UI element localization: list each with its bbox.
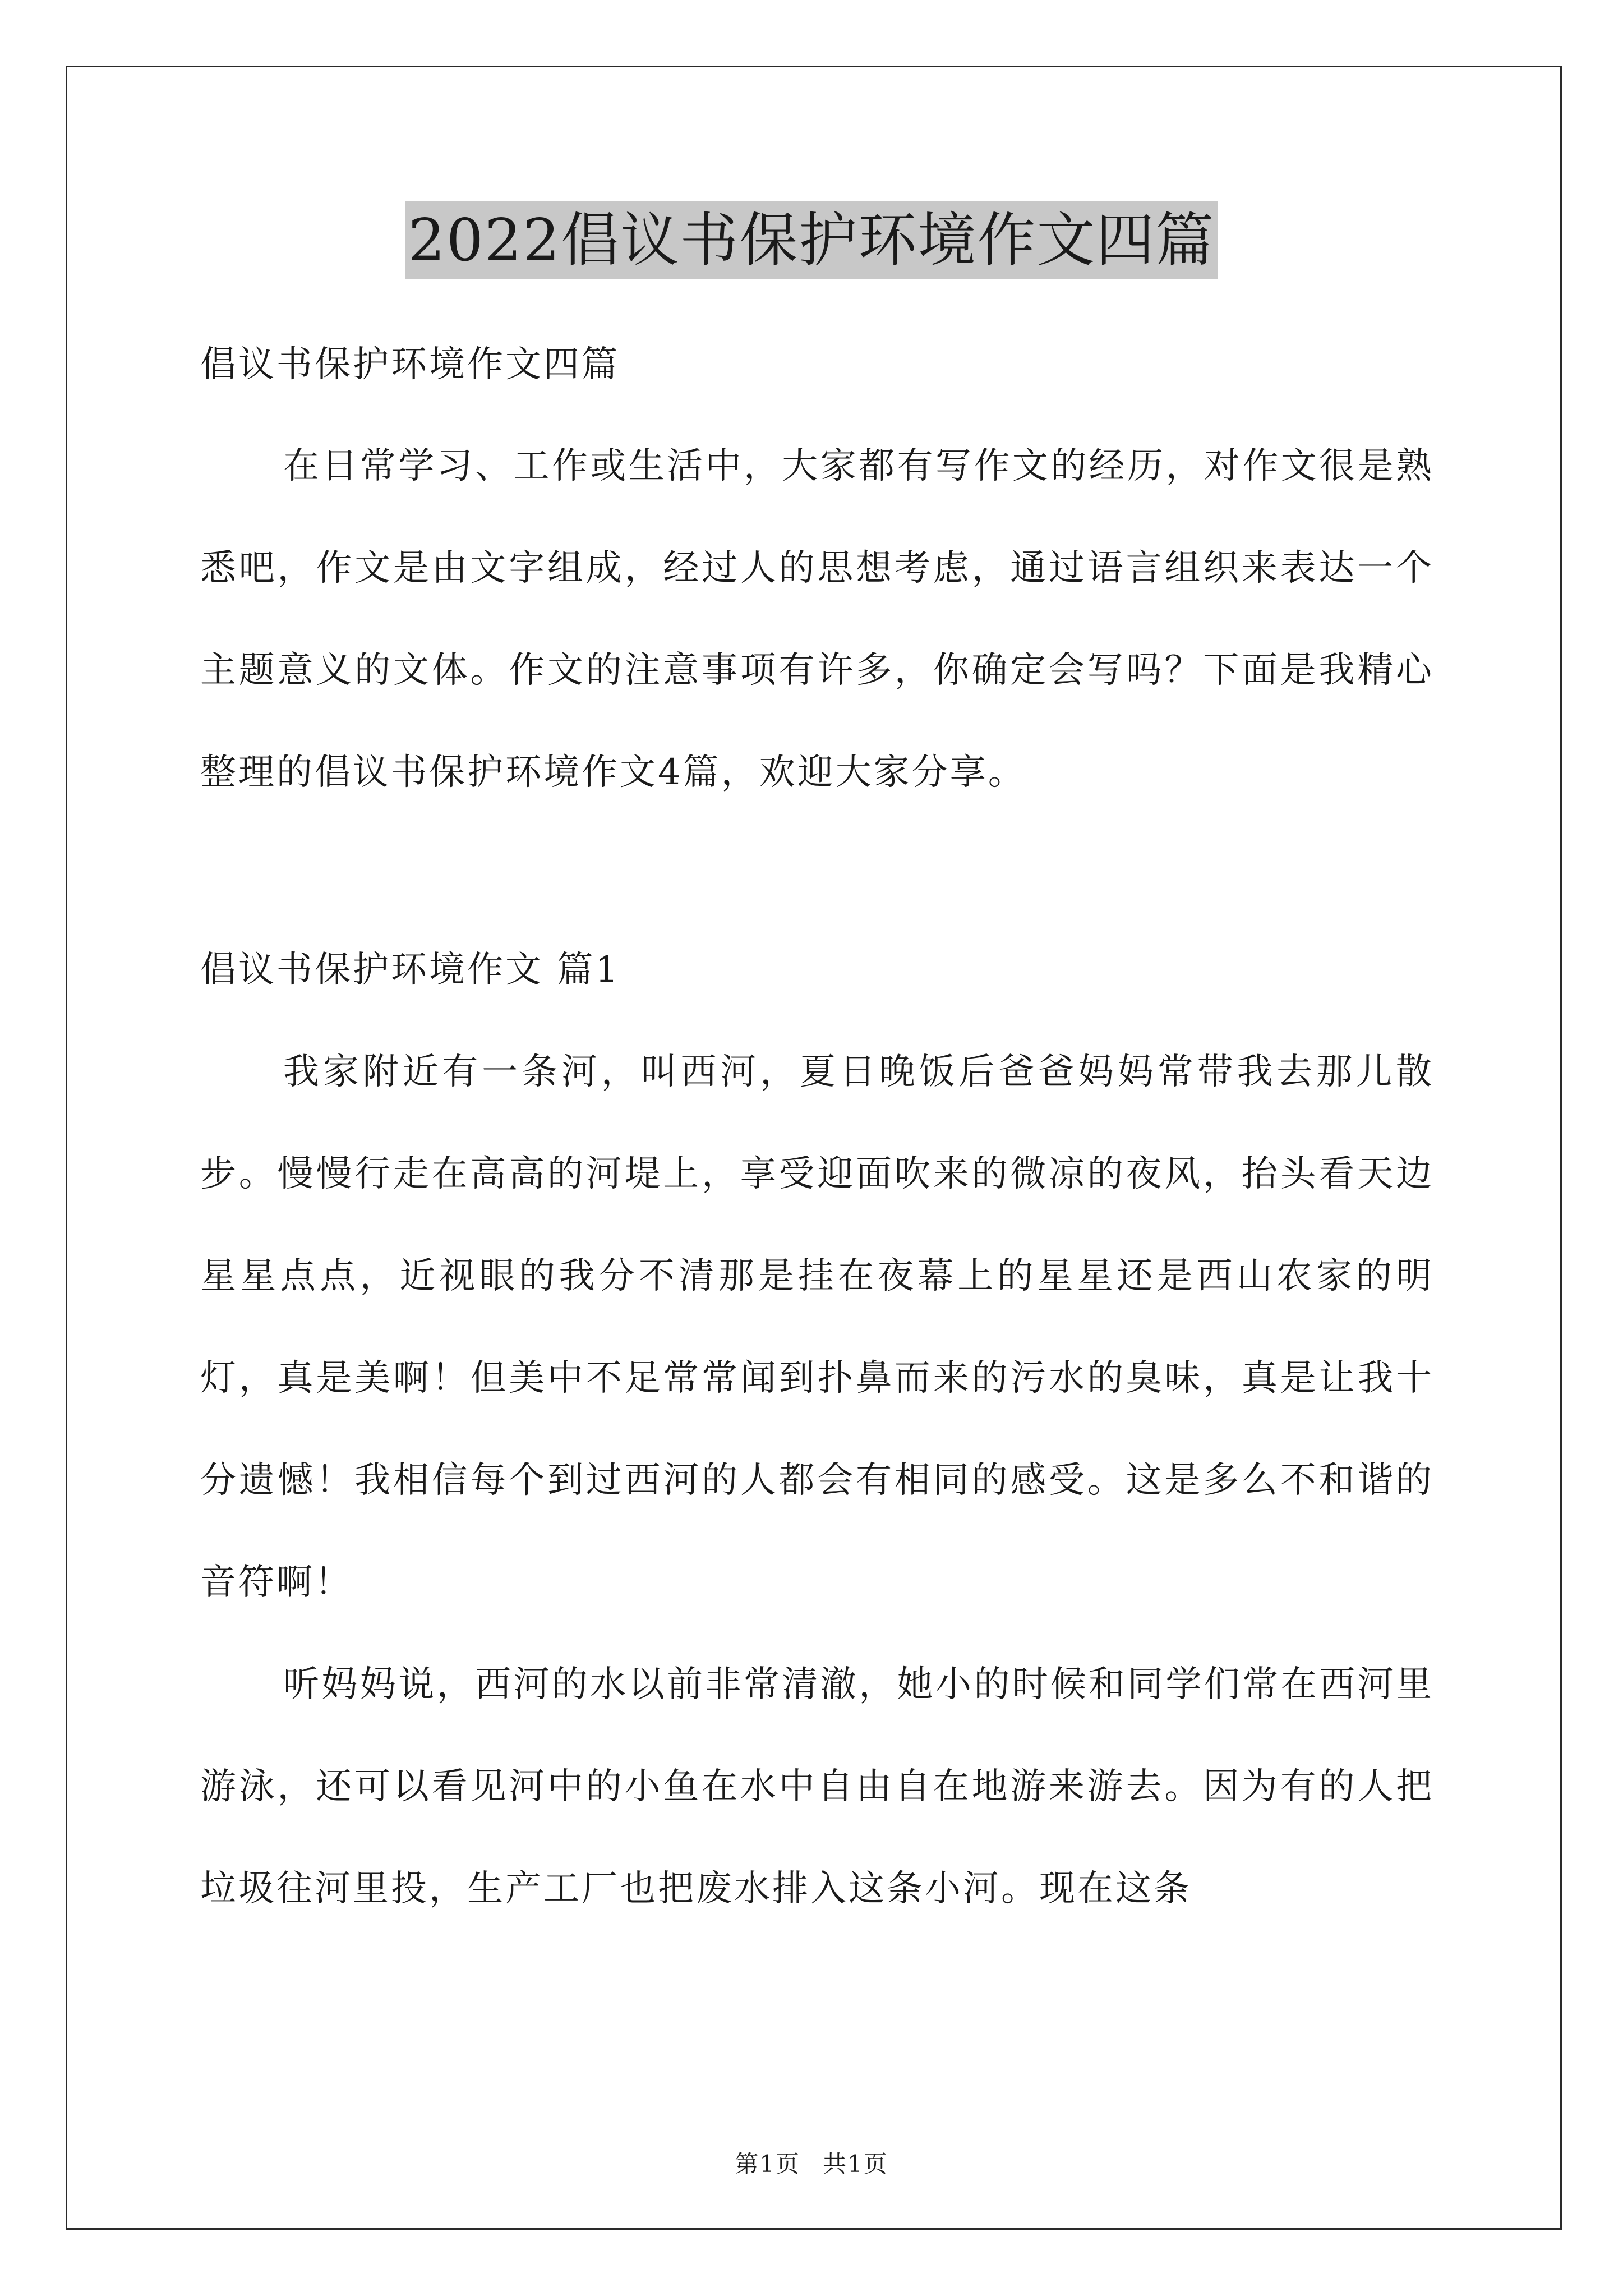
body-paragraph: 我家附近有一条河，叫西河，夏日晚饭后爸爸妈妈常带我去那儿散步。慢慢行走在高高的河堤上，享受迎面吹来的微凉的夜风，抬头看天边星星点点，近视眼的我分不清那是挂在夜幕上的星星还是西山农家的明灯，真是美啊！但美中不足常常闻到扑鼻而来的污水的臭味，真是让我十分遗憾！我相信每个到过西河的人都会有相同的感受。这是多么不和谐的音符啊！ xyxy=(200,1051,1434,1603)
page-number: 第1页 xyxy=(735,2150,800,2178)
page-total: 共1页 xyxy=(823,2150,888,2178)
title-container xyxy=(0,201,1623,279)
document-subtitle: 倡议书保护环境作文四篇 xyxy=(200,344,620,385)
document-title: 2022倡议书保护环境作文四篇 xyxy=(405,201,1219,279)
section-heading: 倡议书保护环境作文 篇1 xyxy=(200,949,621,991)
intro-paragraph: 在日常学习、工作或生活中，大家都有写作文的经历，对作文很是熟悉吧，作文是由文字组成，经过人的思想考虑，通过语言组织来表达一个主题意义的文体。作文的注意事项有许多，你确定会写吗？下面是我精心整理的倡议书保护环境作文4篇，欢迎大家分享。 xyxy=(200,445,1434,793)
page-footer xyxy=(0,2147,1623,2181)
body-paragraph: 听妈妈说，西河的水以前非常清澈，她小的时候和同学们常在西河里游泳，还可以看见河中的小鱼在水中自由自在地游来游去。因为有的人把垃圾往河里投，生产工厂也把废水排入这条小河。现在这条 xyxy=(200,1664,1434,1910)
document-body xyxy=(200,314,1434,1940)
